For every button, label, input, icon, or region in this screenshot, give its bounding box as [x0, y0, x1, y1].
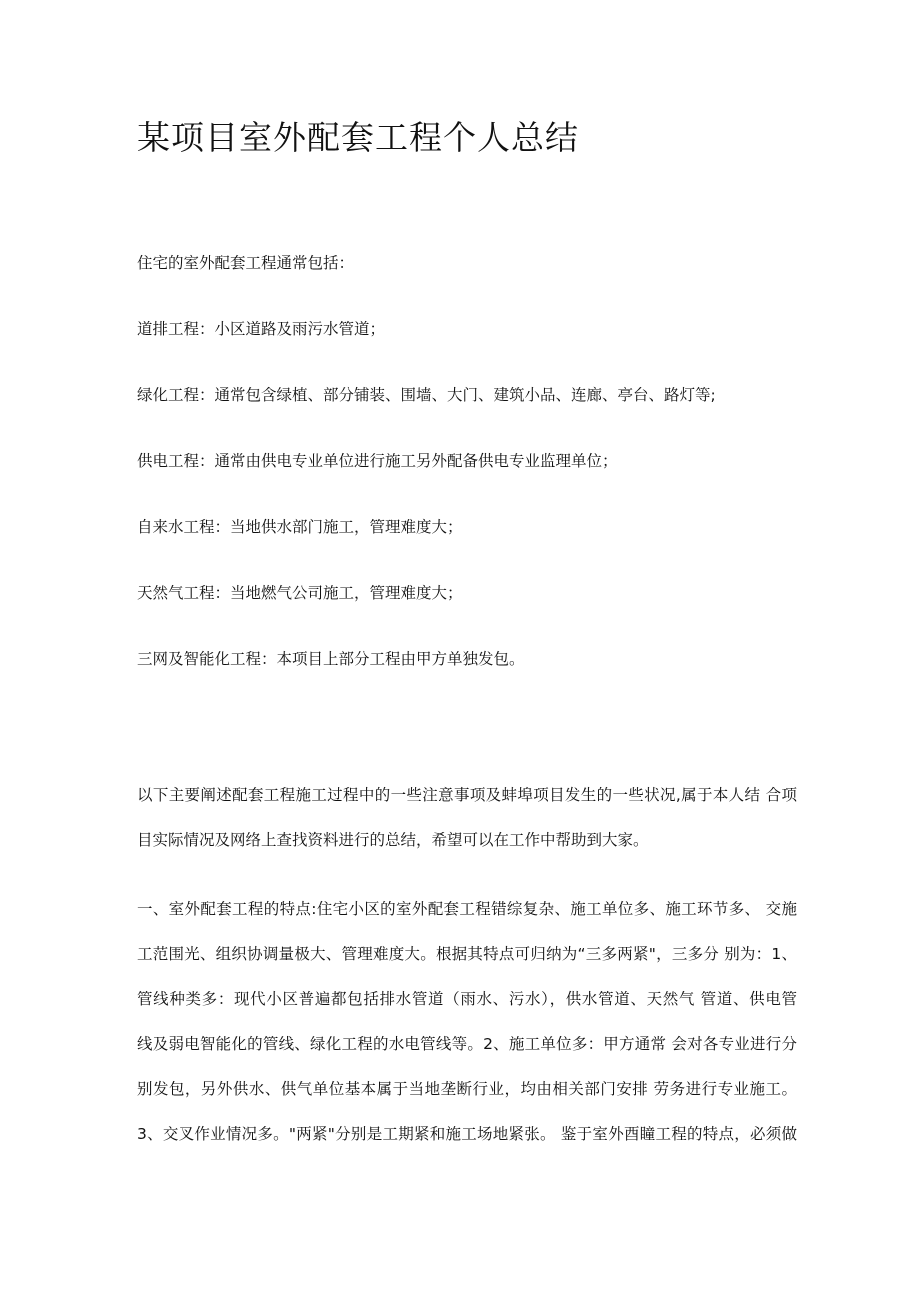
intro-line-7: 三网及智能化工程：本项目上部分工程由甲方单独发包。 — [137, 650, 525, 668]
section1-line-3: 管线种类多：现代小区普遍都包括排水管道（雨水、污水），供水管道、天然气 管道、供电管 — [137, 990, 797, 1008]
intro-line-1: 住宅的室外配套工程通常包括： — [137, 254, 355, 272]
section1-line-5: 别发包，另外供水、供气单位基本属于当地垄断行业，均由相关部门安排 劳务进行专业施工。 — [137, 1080, 797, 1098]
section1-line-2: 工范围光、组织协调量极大、管理难度大。根据其特点可归纳为“三多两紧"，三多分 别为：1、 — [137, 945, 797, 963]
intro-line-5: 自来水工程：当地供水部门施工，管理难度大； — [137, 518, 463, 536]
intro-line-3: 绿化工程：通常包含绿植、部分铺装、围墙、大门、建筑小品、连廊、亭台、路灯等; — [137, 386, 716, 404]
intro-line-6: 天然气工程：当地燃气公司施工，管理难度大； — [137, 584, 463, 602]
summary-line-1: 以下主要阐述配套工程施工过程中的一些注意事项及蚌埠项目发生的一些状况,属于本人结 合项 — [137, 786, 797, 804]
section1-line-4: 线及弱电智能化的管线、绿化工程的水电管线等。2、施工单位多：甲方通常 会对各专业进行分 — [137, 1035, 797, 1053]
summary-line-2: 目实际情况及网络上查找资料进行的总结，希望可以在工作中帮助到大家。 — [137, 831, 649, 849]
intro-line-4: 供电工程：通常由供电专业单位进行施工另外配备供电专业监理单位； — [137, 452, 618, 470]
section1-line-1: 一、室外配套工程的特点:住宅小区的室外配套工程错综复杂、施工单位多、施工环节多、 交施 — [137, 900, 797, 918]
document-title: 某项目室外配套工程个人总结 — [137, 118, 579, 157]
intro-line-2: 道排工程：小区道路及雨污水管道； — [137, 320, 386, 338]
section1-line-6: 3、交叉作业情况多。"两紧"分别是工期紧和施工场地紧张。 鉴于室外酉瞳工程的特点，必须做 — [137, 1125, 797, 1143]
